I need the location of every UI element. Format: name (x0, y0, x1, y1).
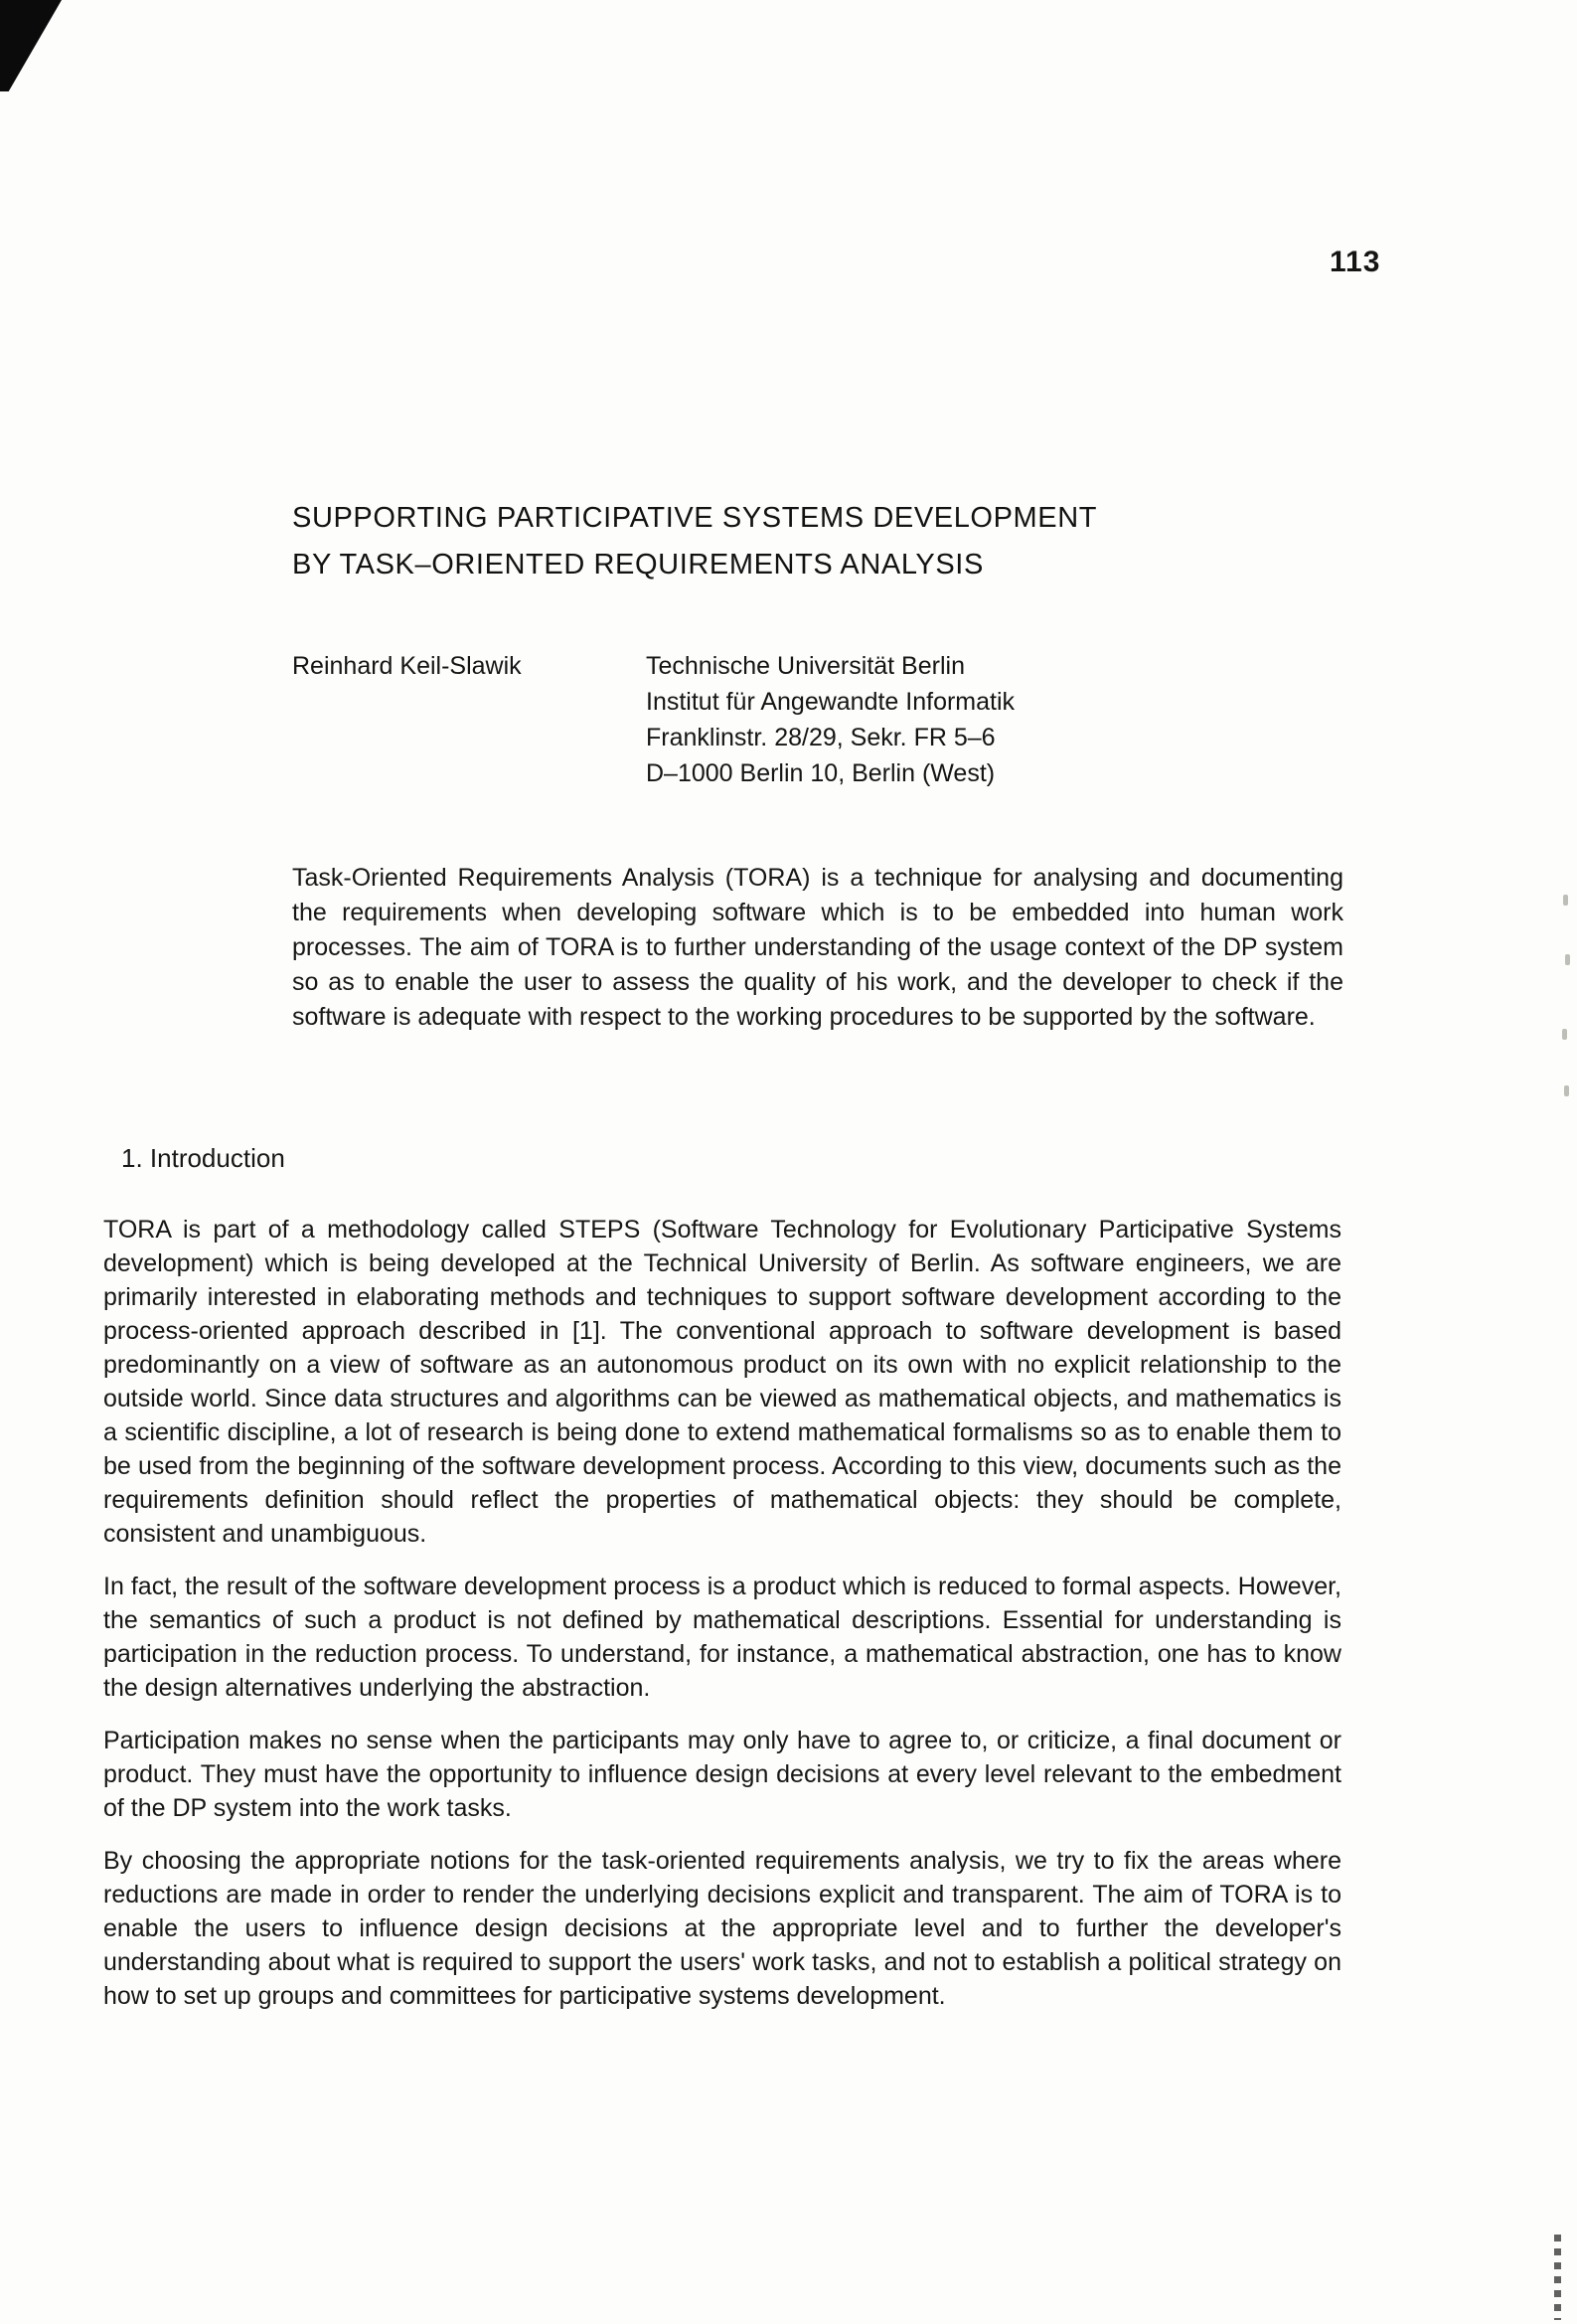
abstract: Task-Oriented Requirements Analysis (TORA) is a technique for analysing and documenting the requirements when developing software which is to be embedded into human work processes. The aim of TORA is to further understanding of the usage context of the DP system so as to enable the user to assess the quality of his work, and the developer to check if the software is adequate with respect to the working procedures to be supported by the software. (292, 864, 1343, 1031)
paper-title-line1: SUPPORTING PARTICIPATIVE SYSTEMS DEVELOPMENT (292, 502, 1098, 534)
scan-artifact-speck (1565, 954, 1570, 965)
affiliation-institute: Institut für Angewandte Informatik (646, 688, 1016, 716)
scan-artifact-edge-dashes (1554, 2235, 1561, 2320)
page-number: 113 (1330, 246, 1381, 278)
affiliation-institution: Technische Universität Berlin (646, 652, 965, 680)
paragraph: In fact, the result of the software development process is a product which is reduced to formal aspects. However, the semantics of such a product is not defined by mathematical descriptions. Essential for understanding is participation in the reduction process. To understand, for instance, a mathematical abstraction, one has to know the design alternatives underlying the abstraction. (103, 1573, 1341, 1702)
paragraph: Participation makes no sense when the participants may only have to agree to, or criticize, a final document or product. They must have the opportunity to influence design decisions at every level relevant to the embedment of the DP system into the work tasks. (103, 1727, 1341, 1822)
scan-artifact-speck (1563, 895, 1568, 906)
paragraph: TORA is part of a methodology called STEPS (Software Technology for Evolutionary Participative Systems development) which is being developed at the Technical University of Berlin. As software engineers, we are primarily interested in elaborating methods and techniques to support software development according to the process-oriented approach described in [1]. The conventional approach to software development is based predominantly on a view of software as an autonomous product on its own with no explicit relationship to the outside world. Since data structures and algorithms can be viewed as mathematical objects, and mathematics is a scientific discipline, a lot of research is being done to extend mathematical formalisms so as to enable them to be used from the beginning of the software development process. According to this view, documents such as the requirements definition should reflect the properties of mathematical objects: they should be complete, consistent and unambiguous. (103, 1216, 1341, 1548)
scan-artifact-speck (1562, 1029, 1567, 1040)
paper-title-line2: BY TASK–ORIENTED REQUIREMENTS ANALYSIS (292, 549, 984, 581)
scan-artifact-speck (1564, 1085, 1569, 1096)
author-name: Reinhard Keil-Slawik (292, 652, 522, 680)
paper-title (292, 495, 1365, 588)
affiliation-street: Franklinstr. 28/29, Sekr. FR 5–6 (646, 724, 996, 751)
author-affiliation (646, 648, 1015, 791)
paragraph: By choosing the appropriate notions for the task-oriented requirements analysis, we try to fix the areas where reductions are made in order to render the underlying decisions explicit and transparent. The aim of TORA is to enable the users to influence design decisions at the appropriate level and to further the developer's understanding about what is required to support the users' work tasks, and not to establish a political strategy on how to set up groups and committees for participative systems development. (103, 1847, 1341, 2010)
section-heading-introduction: 1. Introduction (121, 1143, 285, 1173)
affiliation-city: D–1000 Berlin 10, Berlin (West) (646, 759, 996, 787)
main-text-column (103, 1141, 1341, 2032)
author-block (292, 648, 1365, 791)
scan-artifact-corner (0, 0, 62, 91)
